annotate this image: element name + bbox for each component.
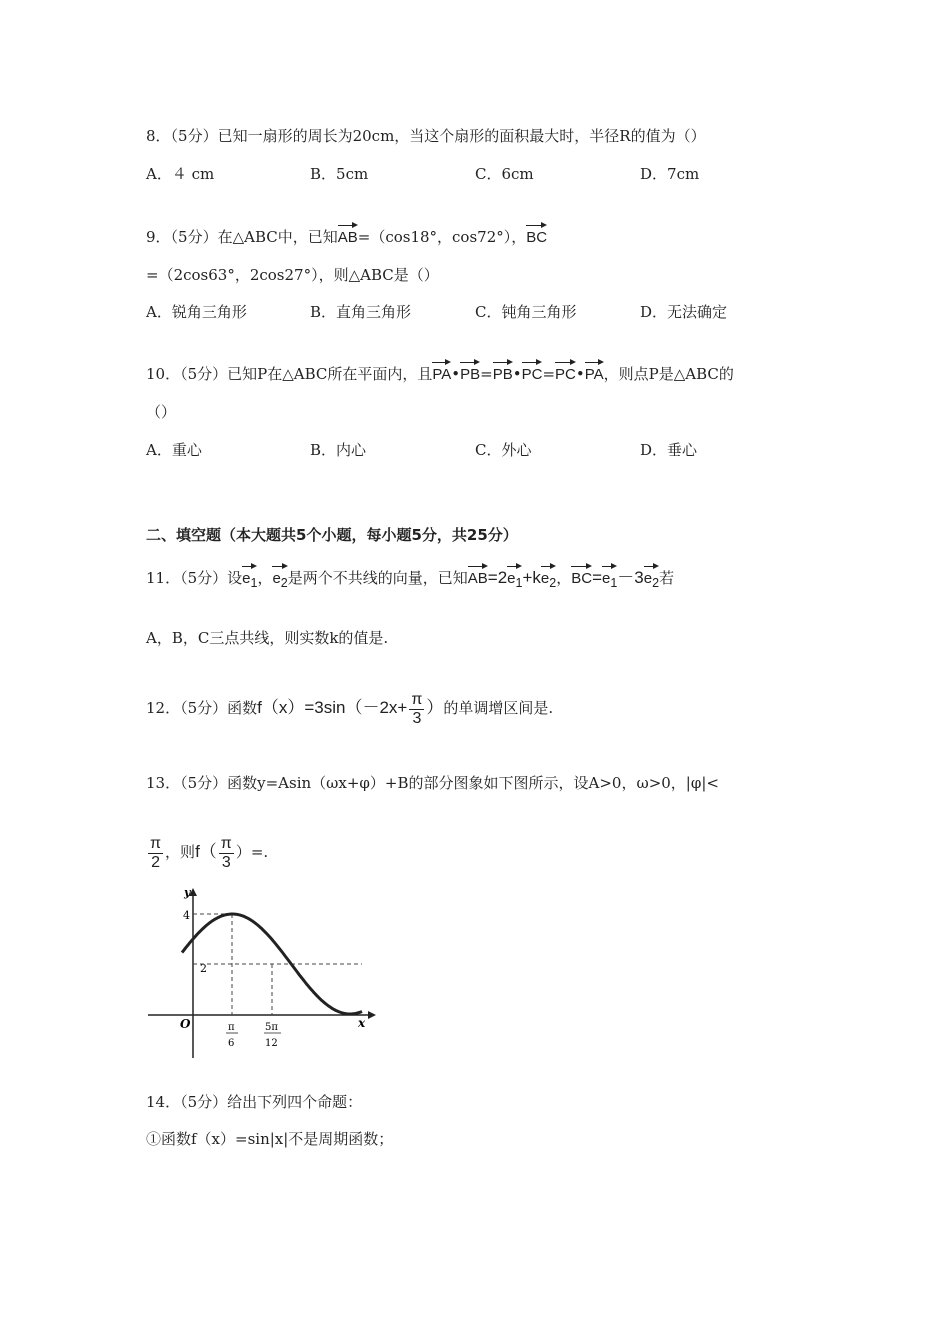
vector-ab: AB	[468, 565, 488, 589]
q12-function: f（x）=3sin（－2x+	[257, 698, 408, 717]
q14-stem: 14．（5分）给出下列四个命题：	[146, 1093, 363, 1111]
y-tick-4: 4	[183, 909, 190, 922]
vector-pc: PC	[522, 361, 543, 385]
q9-option-a: A．锐角三角形	[146, 303, 247, 321]
vector-pa: PA	[432, 361, 451, 385]
q10-line1	[146, 361, 734, 385]
x-tick-pi6-num: π	[228, 1022, 235, 1033]
ab-rhs-b: +k	[522, 568, 541, 587]
q13-mid: ，则	[165, 843, 196, 861]
q8-option-b: B．5cm	[310, 165, 369, 183]
q9-option-b: B．直角三角形	[310, 303, 412, 321]
vector-e1: $e_1$	[602, 565, 617, 593]
y-axis-label: y	[184, 886, 191, 899]
vector-e1: $e_1$	[507, 565, 522, 593]
dot-symbol: •	[451, 365, 461, 383]
q10-option-b: B．内心	[310, 441, 367, 459]
q9-option-d: D．无法确定	[640, 303, 728, 321]
x-axis-arrow	[368, 1011, 376, 1019]
q12-close: ）	[426, 698, 444, 717]
vector-e2: $e_2$	[644, 565, 659, 593]
q12-prefix: 12．（5分）函数	[146, 699, 258, 717]
q13-function: f（	[195, 842, 217, 861]
q9-prefix: 9．（5分）在△ABC中，已知	[146, 228, 338, 246]
fraction-pi-over-2: $\frac{\pi}{2}$	[150, 834, 162, 871]
q10-suffix: ，则点P是△ABC的	[603, 365, 734, 383]
q8-option-d: D．7cm	[640, 165, 700, 183]
vector-pa: PA	[585, 361, 604, 385]
dot-symbol: •	[575, 365, 585, 383]
ab-rhs-a: =2	[487, 568, 508, 587]
fraction-pi-over-3: $\frac{\pi}{3}$	[411, 690, 423, 727]
dot-symbol: •	[512, 365, 522, 383]
y-tick-2: 2	[200, 962, 207, 975]
fraction-pi-over-3: $\frac{\pi}{3}$	[220, 834, 232, 871]
q11-suffix: 若	[659, 569, 675, 587]
q11-mid: 是两个不共线的向量，已知	[287, 569, 468, 587]
q13-line1: 13．（5分）函数y=Asin（ωx+φ）+B的部分图象如下图所示，设A>0，ω>0，|φ|<	[146, 774, 719, 792]
vector-e2: $e_2$	[541, 565, 556, 593]
q9-line1	[146, 224, 547, 248]
comma: ，	[556, 569, 572, 587]
q11-line2: A，B，C三点共线，则实数k的值是.	[146, 629, 389, 647]
vector-pb: PB	[460, 361, 480, 385]
q10-prefix: 10．（5分）已知P在△ABC所在平面内，且	[146, 365, 433, 383]
q9-mid: =（cos18°，cos72°），	[357, 228, 527, 246]
comma: ，	[257, 569, 273, 587]
vector-bc: BC	[526, 224, 547, 248]
q9-line2: =（2cos63°，2cos27°），则△ABC是（）	[146, 266, 439, 284]
bc-equals: =	[592, 568, 602, 587]
equals-symbol: =	[480, 365, 493, 383]
sine-graph	[140, 880, 380, 1060]
section-heading: 二、填空题（本大题共5个小题，每小题5分，共25分）	[146, 526, 518, 544]
vector-bc: BC	[571, 565, 592, 589]
x-tick-pi6-den: 6	[228, 1038, 235, 1049]
equals-symbol: =	[542, 365, 556, 383]
q10-line2: （）	[146, 403, 177, 421]
q10-option-d: D．垂心	[640, 441, 698, 459]
q11-prefix: 11．（5分）设	[146, 569, 243, 587]
x-axis-label: x	[358, 1016, 366, 1030]
vector-ab: AB	[338, 224, 358, 248]
q8-option-a: A．４ cm	[146, 165, 215, 183]
origin-label: O	[180, 1017, 191, 1031]
vector-e2: $e_2$	[272, 565, 287, 593]
q9-option-c: C．钝角三角形	[475, 303, 577, 321]
q13-tail: ）=.	[235, 843, 269, 861]
vector-pb: PB	[493, 361, 513, 385]
x-tick-5pi12-den: 12	[265, 1038, 278, 1049]
bc-minus: －3	[617, 568, 644, 587]
q13-line2	[146, 830, 268, 874]
vector-e1: $e_1$	[242, 565, 257, 593]
x-tick-5pi12-num: 5π	[265, 1022, 278, 1033]
q14-item1: ①函数f（x）=sin|x|不是周期函数；	[146, 1130, 394, 1148]
vector-pc: PC	[555, 361, 576, 385]
q12-suffix: 的单调增区间是.	[443, 699, 554, 717]
q10-option-a: A．重心	[146, 441, 202, 459]
q8-stem: 8．（5分）已知一扇形的周长为20cm，当这个扇形的面积最大时，半径R的值为（）	[146, 127, 706, 145]
q10-option-c: C．外心	[475, 441, 532, 459]
q12-line	[146, 686, 553, 730]
q8-option-c: C．6cm	[475, 165, 534, 183]
q11-line1	[146, 565, 674, 593]
